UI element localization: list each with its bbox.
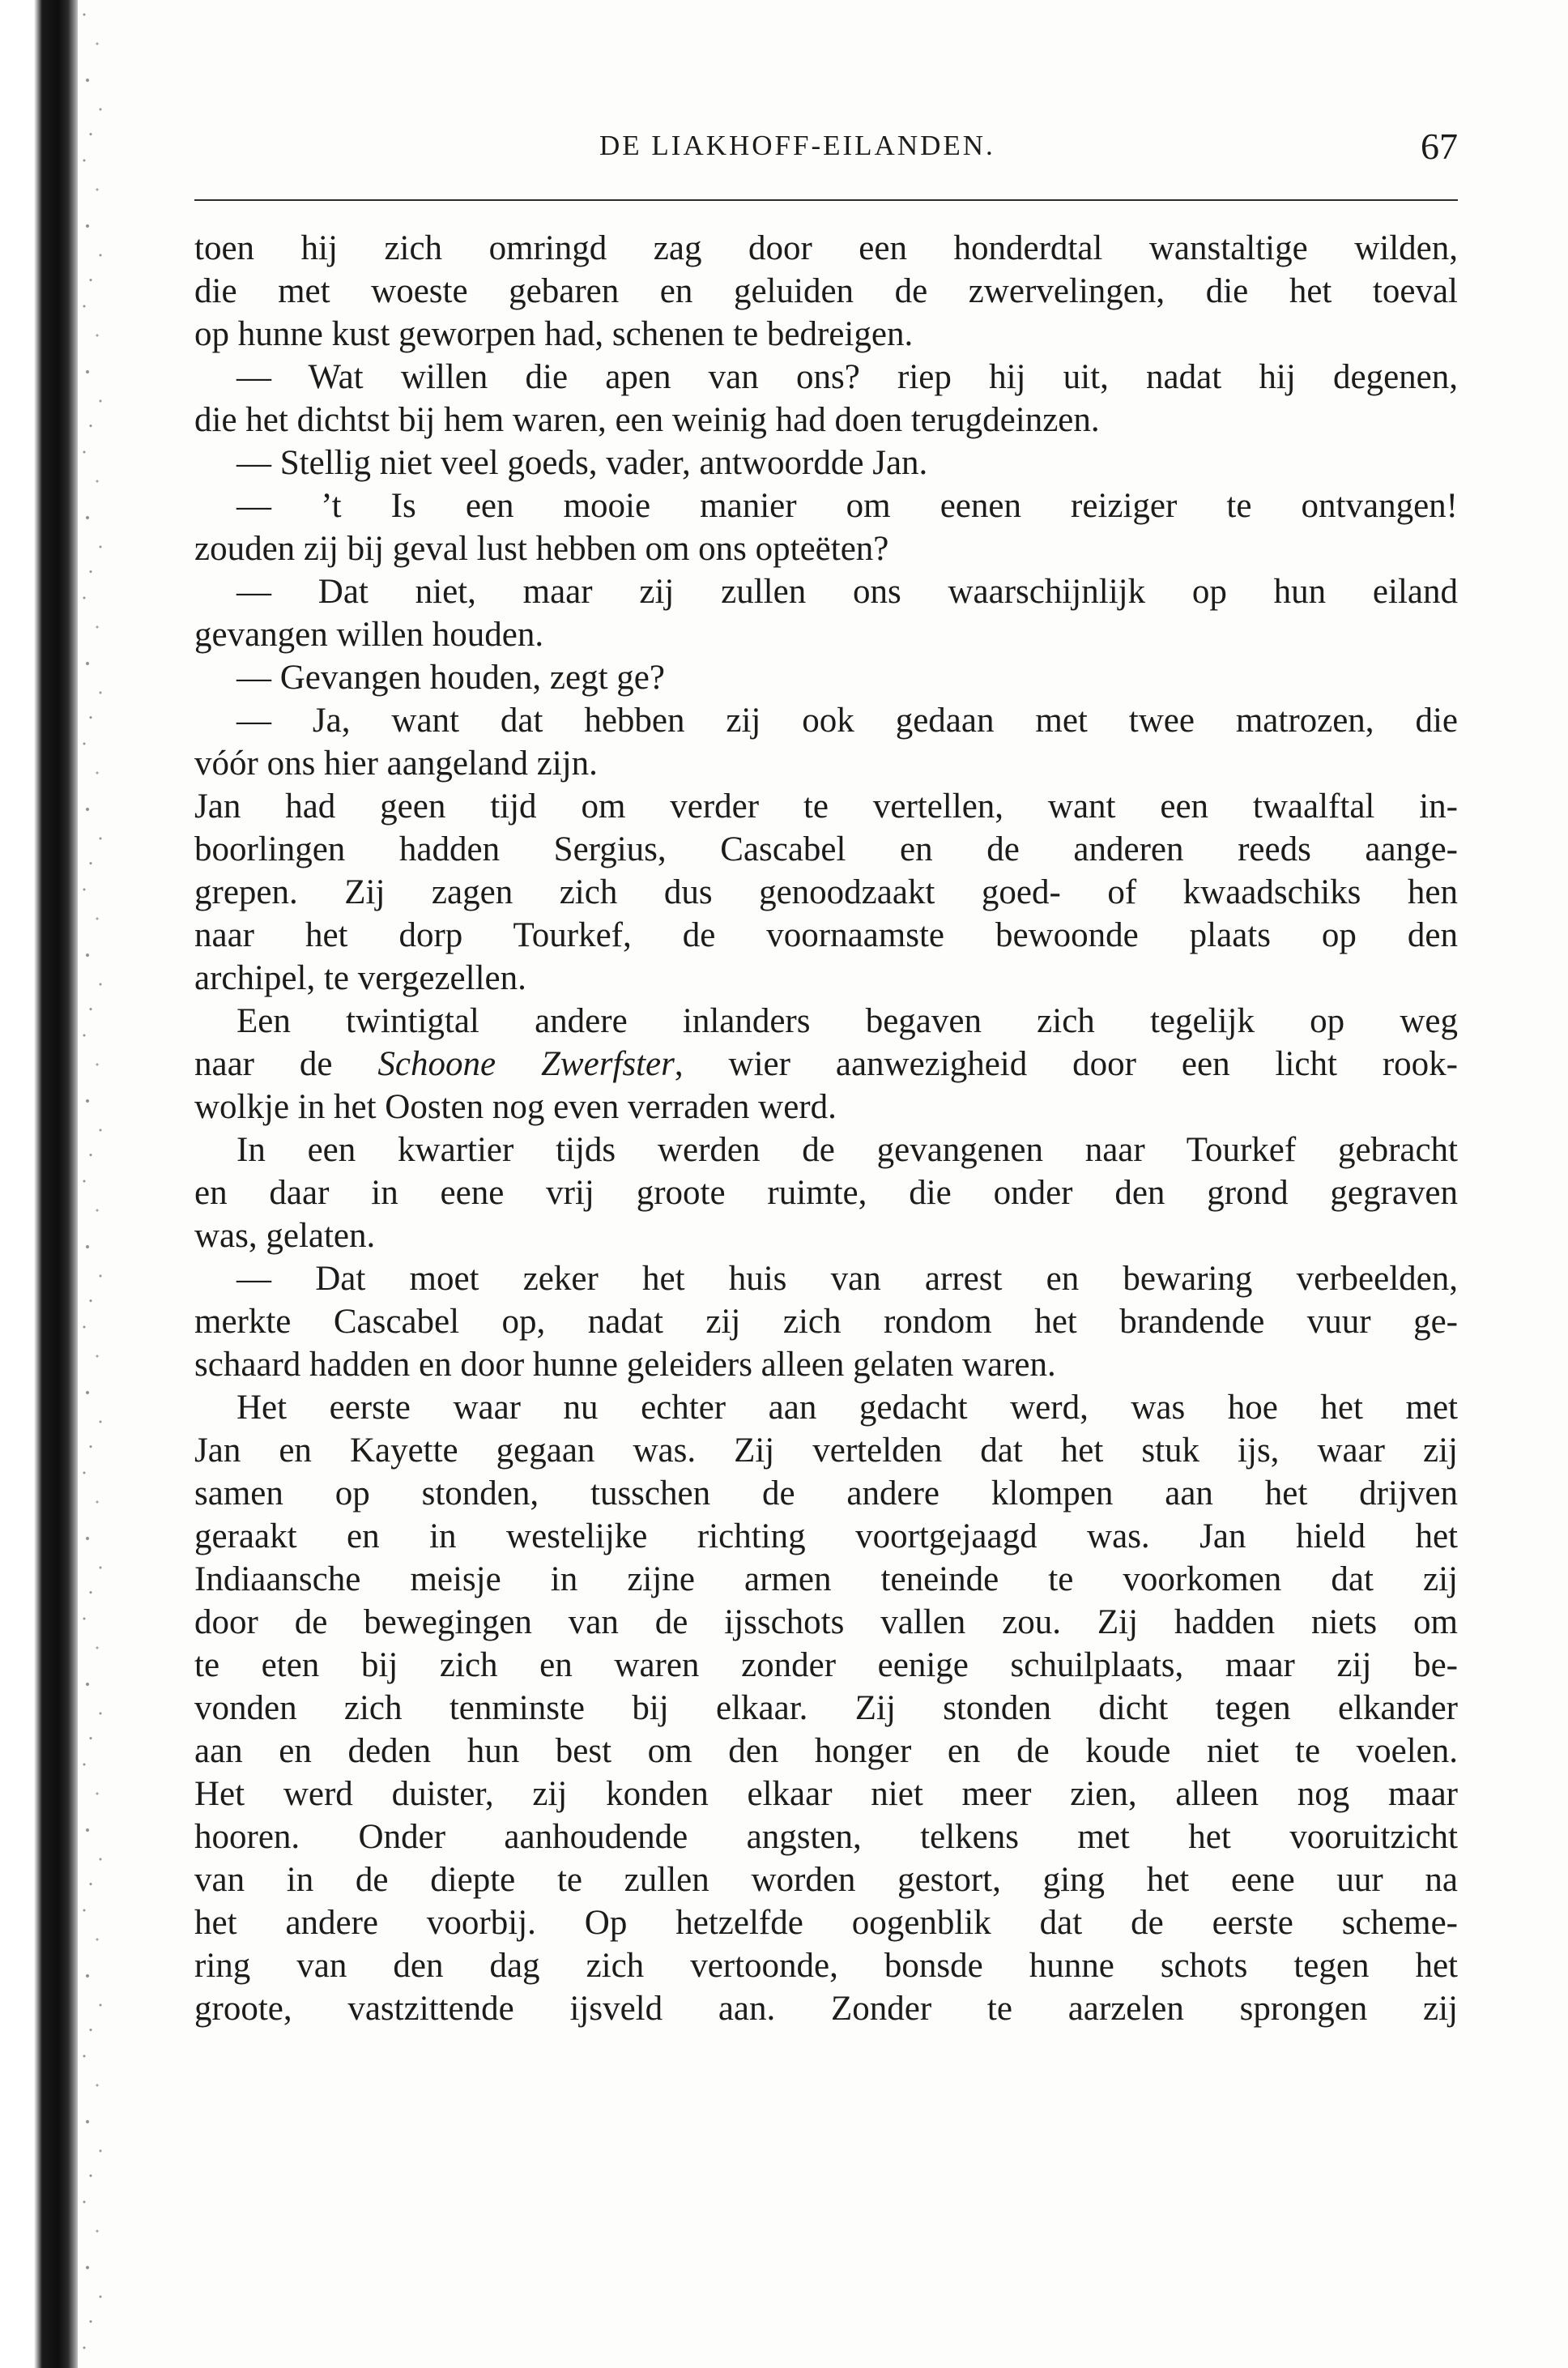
text-line: merkte Cascabel op, nadat zij zich rondom het brandende vuur ge-: [194, 1303, 1458, 1341]
text-line: gevangen willen houden.: [194, 616, 544, 654]
text-line: In een kwartier tijds werden de gevangenen naar Tourkef gebracht: [236, 1131, 1458, 1169]
page-number: 67: [1421, 126, 1458, 167]
header-rule: [194, 199, 1458, 201]
text-line: van in de diepte te zullen worden gestort, ging het eene uur na: [194, 1861, 1458, 1899]
text-line: die met woeste gebaren en geluiden de zwervelingen, die het toeval: [194, 272, 1458, 310]
text-line: hooren. Onder aanhoudende angsten, telkens met het vooruitzicht: [194, 1818, 1458, 1856]
text-line: — Dat moet zeker het huis van arrest en bewaring verbeelden,: [236, 1260, 1458, 1298]
text-line: — ’t Is een mooie manier om eenen reiziger te ontvangen!: [236, 487, 1458, 525]
text-line: vonden zich tenminste bij elkaar. Zij stonden dicht tegen elkander: [194, 1689, 1458, 1727]
text-line: Een twintigtal andere inlanders begaven zich tegelijk op weg: [236, 1002, 1458, 1040]
text-line: naar het dorp Tourkef, de voornaamste bewoonde plaats op den: [194, 916, 1458, 954]
text-line: ring van den dag zich vertoonde, bonsde hunne schots tegen het: [194, 1947, 1458, 1985]
scan-speckle: [78, 0, 110, 2368]
text-line: Het eerste waar nu echter aan gedacht werd, was hoe het met: [236, 1389, 1458, 1427]
scanned-binding-edge: [0, 0, 78, 2368]
text-line: het andere voorbij. Op hetzelfde oogenblik dat de eerste scheme-: [194, 1904, 1458, 1942]
text-line: toen hij zich omringd zag door een honderdtal wanstaltige wilden,: [194, 229, 1458, 267]
text-line: schaard hadden en door hunne geleiders alleen gelaten waren.: [194, 1346, 1056, 1384]
text-line: die het dichtst bij hem waren, een weinig had doen terugdeinzen.: [194, 401, 1100, 439]
text-line: wolkje in het Oosten nog even verraden werd.: [194, 1088, 837, 1126]
text-line: Indiaansche meisje in zijne armen teneinde te voorkomen dat zij: [194, 1560, 1458, 1598]
page-header: [194, 126, 1458, 186]
text-line: Jan en Kayette gegaan was. Zij vertelden dat het stuk ijs, waar zij: [194, 1431, 1458, 1470]
text-line: grepen. Zij zagen zich dus genoodzaakt goed- of kwaadschiks hen: [194, 873, 1458, 911]
text-line: — Gevangen houden, zegt ge?: [236, 659, 665, 697]
text-line: was, gelaten.: [194, 1217, 376, 1255]
text-line: zouden zij bij geval lust hebben om ons opteëten?: [194, 530, 889, 568]
text-line: geraakt en in westelijke richting voortgejaagd was. Jan hield het: [194, 1517, 1458, 1555]
text-line: op hunne kust geworpen had, schenen te bedreigen.: [194, 315, 914, 353]
text-line: samen op stonden, tusschen de andere klompen aan het drijven: [194, 1474, 1458, 1513]
text-line: Jan had geen tijd om verder te vertellen, want een twaalftal in-: [194, 787, 1458, 826]
text-line: — Ja, want dat hebben zij ook gedaan met twee matrozen, die: [236, 702, 1458, 740]
body-text: [194, 227, 1458, 2030]
text-line: [194, 1043, 1458, 1086]
text-line: boorlingen hadden Sergius, Cascabel en de anderen reeds aange-: [194, 830, 1458, 868]
text-segment: naar de: [194, 1045, 378, 1083]
text-line: — Wat willen die apen van ons? riep hij uit, nadat hij degenen,: [236, 358, 1458, 396]
text-segment: , wier aanwezigheid door een licht rook-: [674, 1045, 1458, 1083]
text-line: archipel, te vergezellen.: [194, 959, 526, 997]
text-line: door de bewegingen van de ijsschots vallen zou. Zij hadden niets om: [194, 1603, 1458, 1641]
text-line: en daar in eene vrij groote ruimte, die onder den grond gegraven: [194, 1174, 1458, 1212]
text-line: groote, vastzittende ijsveld aan. Zonder te aarzelen sprongen zij: [194, 1990, 1458, 2028]
text-line: te eten bij zich en waren zonder eenige schuilplaats, maar zij be-: [194, 1646, 1458, 1684]
text-line: aan en deden hun best om den honger en de koude niet te voelen.: [194, 1732, 1458, 1770]
text-line: — Dat niet, maar zij zullen ons waarschijnlijk op hun eiland: [236, 573, 1458, 611]
text-line: Het werd duister, zij konden elkaar niet meer zien, alleen nog maar: [194, 1775, 1458, 1813]
ship-name: Schoone Zwerfster: [377, 1045, 675, 1083]
text-line: vóór ons hier aangeland zijn.: [194, 745, 598, 783]
running-title: DE LIAKHOFF-EILANDEN.: [599, 130, 995, 161]
text-line: — Stellig niet veel goeds, vader, antwoordde Jan.: [236, 444, 928, 482]
